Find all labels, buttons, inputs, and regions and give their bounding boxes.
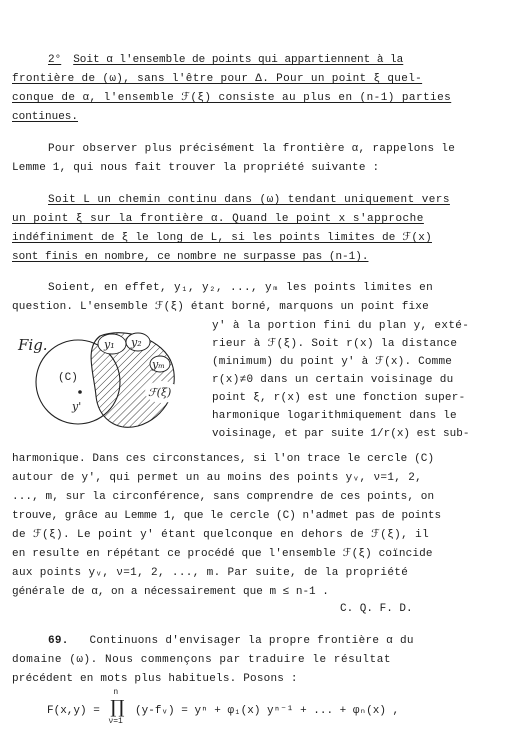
figure-diagram <box>14 316 204 466</box>
label-circle-c: (C) <box>58 372 78 384</box>
figure-label: Fig. <box>18 336 48 354</box>
proof-side-line-3: (minimum) du point y' à ℱ(x). Comme <box>212 356 453 368</box>
proof-side-line-6: harmonique logarithmiquement dans le <box>212 410 457 422</box>
qed-mark: C. Q. F. D. <box>340 603 413 615</box>
label-y1: y₁ <box>104 338 115 351</box>
lemma-line-4: sont finis en nombre, ce nombre ne surpasse pas (n-1). <box>12 251 369 263</box>
product-lower-limit: ν=1 <box>108 717 123 726</box>
intro-line-2: Lemme 1, qui nous fait trouver la propriété suivante : <box>12 162 380 174</box>
para2-line-1-text: Soit α l'ensemble de points qui appartiennent à la <box>73 54 404 66</box>
lemma-line-1: Soit L un chemin continu dans (ω) tendant uniquement vers <box>48 194 450 206</box>
label-y-prime: y' <box>72 400 82 413</box>
formula-lhs: F(x,y) = <box>47 705 100 717</box>
proof-side-line-7: voisinage, et par suite 1/r(x) est sub- <box>212 428 470 440</box>
para2-line-3: conque de α, l'ensemble ℱ(ξ) consiste au plus en (n-1) parties <box>12 92 452 104</box>
proof-side-line-2: rieur à ℱ(ξ). Soit r(x) la distance <box>212 338 458 350</box>
product-upper-limit: n <box>113 688 119 697</box>
intro-line-1: Pour observer plus précisément la frontière α, rappelons le <box>48 143 456 155</box>
proof-bottom-line-7: aux points yᵥ, ν=1, 2, ..., m. Par suite, de la propriété <box>12 567 409 579</box>
proof-bottom-line-2: autour de y', qui permet un au moins des points yᵥ, ν=1, 2, <box>12 472 423 484</box>
product-symbol: n ∏ ν=1 <box>108 688 125 726</box>
point-y-prime <box>78 390 82 394</box>
label-f-xi: ℱ(ξ) <box>148 386 172 399</box>
section69-line-2: domaine (ω). Nous commençons par traduire le résultat <box>12 654 392 666</box>
proof-side-line-4: r(x)≠0 dans un certain voisinage du <box>212 374 454 386</box>
proof-bottom-line-5: de ℱ(ξ). Le point y' étant quelconque en dehors de ℱ(ξ), il <box>12 529 430 541</box>
section69-line-1-text: Continuons d'envisager la propre frontière α du <box>89 635 414 647</box>
lemma-line-3: indéfiniment de ξ le long de L, si les points limites de ℱ(x) <box>12 232 432 244</box>
proof-side-line-1: y' à la portion fini du plan y, exté- <box>212 320 470 332</box>
lemma-line-2: un point ξ sur la frontière α. Quand le point x s'approche <box>12 213 424 225</box>
proof-bottom-line-1: harmonique. Dans ces circonstances, si l'on trace le cercle (C) <box>12 453 435 465</box>
proof-top-line-1: Soient, en effet, y₁, y₂, ..., yₘ les points limites en <box>48 282 434 294</box>
section69-number: 69. <box>48 635 69 647</box>
label-y2: y₂ <box>131 336 142 349</box>
formula-rhs: (y-fᵥ) = yⁿ + φ₁(x) yⁿ⁻¹ + ... + φₙ(x) , <box>135 705 400 717</box>
proof-bottom-line-8: générale de α, on a nécessairement que m ≤ n-1 . <box>12 586 329 598</box>
para2-number: 2° <box>48 54 62 66</box>
proof-top-line-2: question. L'ensemble ℱ(ξ) étant borné, marquons un point fixe <box>12 301 429 313</box>
proof-bottom-line-4: trouve, grâce au Lemme 1, que le cercle (C) n'admet pas de points <box>12 510 442 522</box>
proof-bottom-line-3: ..., m, sur la circonférence, sans comprendre de ces points, on <box>12 491 435 503</box>
proof-side-line-5: point ξ, r(x) est une fonction super- <box>212 392 466 404</box>
para2-line-1 <box>48 53 500 67</box>
para2-line-2: frontière de (ω), sans l'être pour Δ. Pour un point ξ quel- <box>12 73 423 85</box>
para2-line-4: continues. <box>12 111 79 123</box>
proof-bottom-line-6: en resulte en répétant ce procédé que l'ensemble ℱ(ξ) coïncide <box>12 548 433 560</box>
section69-line-1 <box>48 634 414 648</box>
polynomial-formula <box>47 688 400 726</box>
section69-line-3: précédent en mots plus habituels. Posons : <box>12 673 298 685</box>
label-ym: yₘ <box>152 358 165 371</box>
